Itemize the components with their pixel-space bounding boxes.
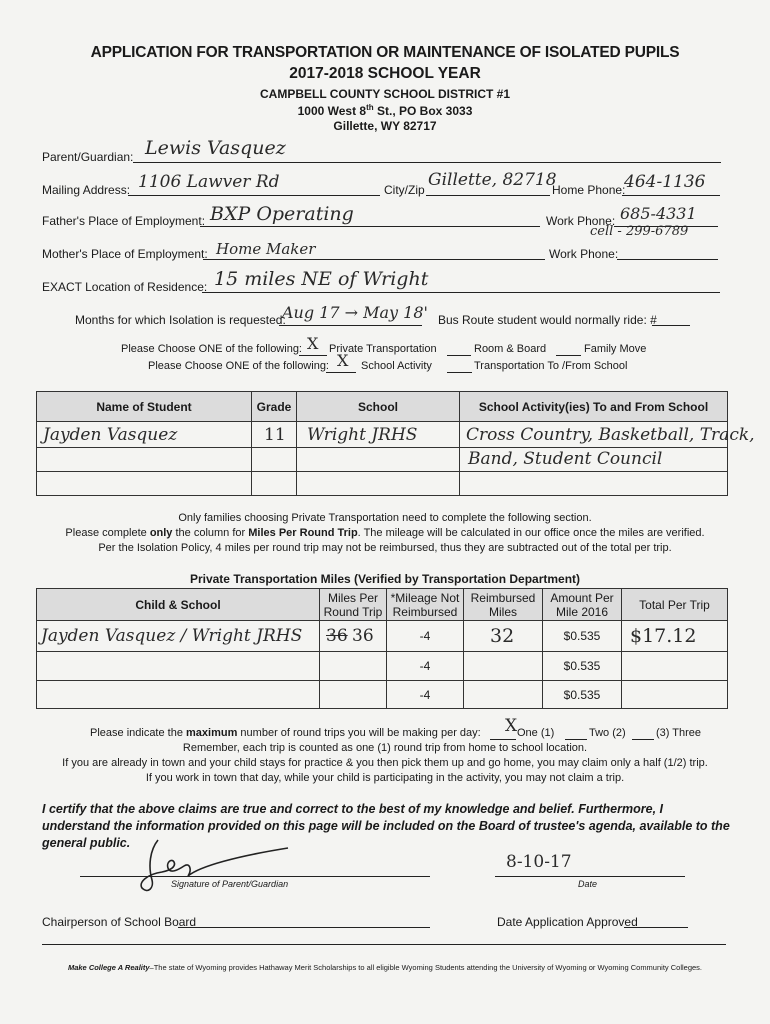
trips-note-1: Remember, each trip is counted as one (1) round trip from home to school location. — [182, 742, 588, 754]
student-grade-cell: 11 — [252, 422, 297, 448]
miles-table-title: Private Transportation Miles (Verified by Transportation Department) — [189, 572, 581, 586]
signature-line — [80, 876, 430, 877]
certification-text: I certify that the above claims are true and correct to the best of my knowledge and belief. Furthermore, I understand the information provided on this page will be included on the Board of trustee's agenda, available to the general public. — [42, 802, 730, 850]
table-row — [37, 448, 728, 472]
mailing-label: Mailing Address: — [42, 183, 131, 197]
approved-label: Date Application Approved — [497, 915, 638, 929]
workphone2-label: Work Phone: — [549, 247, 619, 261]
form-title: APPLICATION FOR TRANSPORTATION OR MAINTENANCE OF ISOLATED PUPILS — [90, 44, 680, 61]
table-row — [37, 652, 728, 681]
school-year: 2017-2018 SCHOOL YEAR — [289, 65, 481, 82]
date-value: 8-10-17 — [506, 852, 572, 872]
instruction-3: Per the Isolation Policy, 4 miles per round trip may not be reimbursed, thus they are subtracted out of the total per trip. — [98, 542, 672, 554]
mother-line — [203, 259, 545, 260]
workphone2-line — [617, 259, 718, 260]
student-name-cell: Jayden Vasquez — [37, 422, 252, 448]
miles-table — [36, 588, 728, 709]
col-mileage-not-reimbursed: *Mileage Not Reimbursed — [387, 589, 464, 621]
col-total-per-trip: Total Per Trip — [622, 589, 728, 621]
choice2-opt2: Transportation To /From School — [474, 360, 628, 372]
homephone-line — [622, 195, 720, 196]
mother-label: Mother's Place of Employment: — [42, 247, 208, 261]
instruction-1: Only families choosing Private Transportation need to complete the following section. — [178, 512, 592, 524]
students-table — [36, 391, 755, 496]
choice2-opt1: School Activity — [361, 360, 432, 372]
trips-opt2: Two (2) — [589, 727, 626, 739]
busroute-line — [652, 325, 690, 326]
trips-prompt: Please indicate the maximum number of round trips you will be making per day: — [90, 727, 481, 739]
col-miles-per-round-trip: Miles Per Round Trip — [320, 589, 387, 621]
workphone1-label: Work Phone: — [546, 214, 616, 228]
table-row — [37, 422, 728, 448]
child-school-cell: Jayden Vasquez / Wright JRHS — [37, 621, 320, 652]
not-reimbursed-cell: -4 — [387, 652, 464, 681]
father-line — [200, 226, 540, 227]
signature-label: Signature of Parent/Guardian — [171, 879, 289, 889]
parent-line — [133, 162, 721, 163]
choice1-opt2: Room & Board — [474, 343, 547, 355]
district-name: CAMPBELL COUNTY SCHOOL DISTRICT #1 — [259, 87, 511, 101]
rate-cell: $0.535 — [543, 621, 622, 652]
months-label: Months for which Isolation is requested: — [75, 313, 286, 327]
chair-label: Chairperson of School Board — [42, 915, 197, 929]
choice1-mark: X — [307, 334, 319, 353]
date-line — [495, 876, 685, 877]
choice1-opt3: Family Move — [584, 343, 647, 355]
col-grade: Grade — [252, 392, 297, 422]
homephone-value: 464-1136 — [624, 172, 706, 192]
mailing-line — [128, 195, 380, 196]
col-name-of-student: Name of Student — [37, 392, 252, 422]
cityzip-value: Gillette, 82718 — [428, 170, 557, 190]
choice2-opt2-line — [447, 372, 472, 373]
parent-label: Parent/Guardian: — [42, 150, 134, 164]
trips-opt1-line — [490, 739, 516, 740]
date-label: Date — [578, 879, 598, 889]
not-reimbursed-cell: -4 — [387, 621, 464, 652]
footer-text: Make College A Reality–The state of Wyoming provides Hathaway Merit Scholarships to all eligible Wyoming Students attending the University of Wyoming or Wyoming Community Colleges. — [67, 963, 703, 972]
father-value: BXP Operating — [210, 203, 354, 225]
miles-cell: 36 36 — [320, 621, 387, 652]
trips-opt1: One (1) — [517, 727, 555, 739]
mailing-value: 1106 Lawver Rd — [138, 172, 280, 192]
table-row — [37, 621, 728, 652]
rate-cell: $0.535 — [543, 652, 622, 681]
workphone1-value: 685-4331 — [620, 204, 697, 223]
trips-opt2-line — [565, 739, 587, 740]
choice2-mark: X — [337, 351, 349, 370]
choice2-line — [326, 372, 356, 373]
col-reimbursed-miles: Reimbursed Miles — [464, 589, 543, 621]
rate-cell: $0.535 — [543, 681, 622, 709]
busroute-label: Bus Route student would normally ride: # — [438, 313, 657, 327]
total-cell: $17.12 — [622, 621, 728, 652]
student-activity-cell-2: Band, Student Council — [460, 448, 728, 472]
reimbursed-cell: 32 — [464, 621, 543, 652]
trips-note-2: If you are already in town and your child stays for practice & you then pick them up and go home, you may claim only a half (1/2) trip. — [62, 757, 708, 769]
approved-line — [624, 927, 688, 928]
table-row — [37, 681, 728, 709]
cityzip-label: City/Zip — [384, 183, 425, 197]
trips-opt3-line — [632, 739, 654, 740]
location-label: EXACT Location of Residence: — [42, 280, 208, 294]
student-activity-cell: Cross Country, Basketball, Track, — [460, 422, 728, 448]
mother-value: Home Maker — [216, 240, 316, 258]
instruction-2: Please complete only the column for Miles Per Round Trip. The mileage will be calculated in our office once the miles are verified. — [65, 527, 705, 539]
months-value: Aug 17 → May 18' — [282, 303, 428, 322]
location-value: 15 miles NE of Wright — [214, 268, 429, 290]
student-school-cell: Wright JRHS — [297, 422, 460, 448]
col-child-school: Child & School — [37, 589, 320, 621]
district-address: 1000 West 8th St., PO Box 3033 — [297, 103, 473, 118]
cell-value: cell - 299-6789 — [590, 224, 689, 239]
father-label: Father's Place of Employment: — [42, 214, 206, 228]
col-activities: School Activity(ies) To and From School — [460, 392, 728, 422]
location-line — [202, 292, 720, 293]
trips-opt3: (3) Three — [656, 727, 702, 739]
parent-value: Lewis Vasquez — [145, 137, 286, 159]
trips-mark: X — [505, 716, 518, 736]
footer-divider — [42, 944, 726, 945]
choice2-prompt: Please Choose ONE of the following: — [148, 360, 329, 372]
col-school: School — [297, 392, 460, 422]
choice1-opt3-line — [556, 355, 581, 356]
district-city: Gillette, WY 82717 — [333, 119, 437, 133]
choice1-opt1: Private Transportation — [329, 343, 437, 355]
months-line — [279, 325, 422, 326]
choice1-prompt: Please Choose ONE of the following: — [121, 343, 302, 355]
cityzip-line — [426, 195, 550, 196]
trips-note-3: If you work in town that day, while your child is participating in the activity, you may not claim a trip. — [145, 772, 625, 784]
col-amount-per-mile: Amount Per Mile 2016 — [543, 589, 622, 621]
choice1-line — [299, 355, 327, 356]
choice1-opt2-line — [447, 355, 471, 356]
chair-line — [178, 927, 430, 928]
homephone-label: Home Phone: — [552, 183, 626, 197]
table-row — [37, 472, 728, 496]
not-reimbursed-cell: -4 — [387, 681, 464, 709]
